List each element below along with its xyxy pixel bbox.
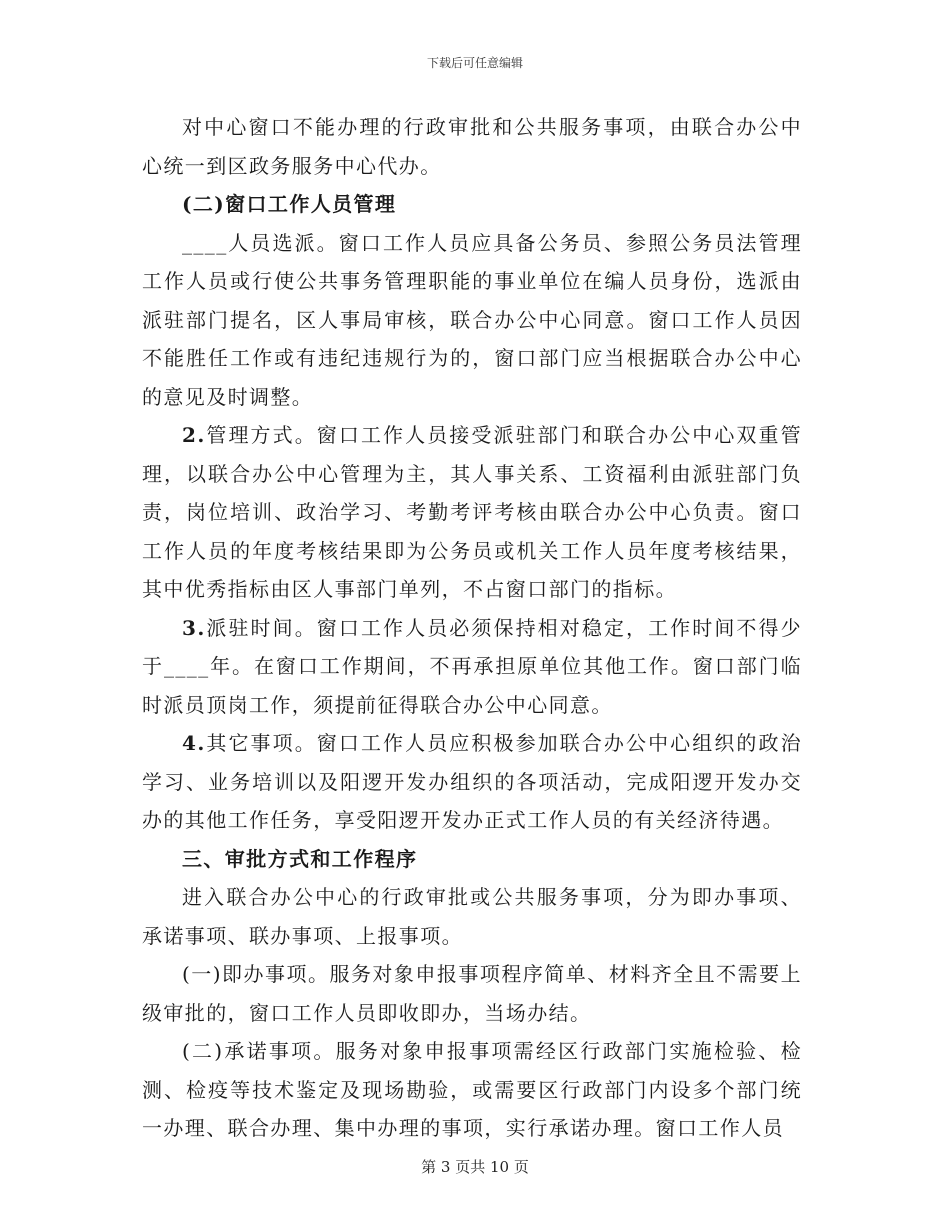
item-number: 3.: [182, 615, 206, 640]
item-number: 4.: [182, 731, 206, 755]
paragraph-immediate-items: (一)即办事项。服务对象申报事项程序简单、材料齐全且不需要上级审批的，窗口工作人员即收即办，当场办结。: [142, 962, 802, 1025]
document-body: [142, 108, 802, 1148]
heading-window-staff-management: (二)窗口工作人员管理: [182, 192, 397, 216]
paragraph-management-method: [142, 416, 802, 609]
paragraph-dispatch-time: [142, 609, 802, 725]
item-text: 派驻时间。窗口工作人员必须保持相对稳定，工作时间不得少于____年。在窗口工作期间，不再承担原单位其他工作。窗口部门临时派员顶岗工作，须提前征得联合办公中心同意。: [142, 615, 802, 717]
paragraph-agency-service: 对中心窗口不能办理的行政审批和公共服务事项，由联合办公中心统一到区政务服务中心代办。: [142, 115, 802, 178]
item-text: 管理方式。窗口工作人员接受派驻部门和联合办公中心双重管理，以联合办公中心管理为主，其人事关系、工资福利由派驻部门负责，岗位培训、政治学习、考勤考评考核由联合办公中心负责。窗口工作人员的年度考核结果即为公务员或机关工作人员年度考核结果，其中优秀指标由区人事部门单列，不占窗口部门的指标。: [142, 423, 802, 601]
item-text: 其它事项。窗口工作人员应积极参加联合办公中心组织的政治学习、业务培训以及阳逻开发办组织的各项活动，完成阳逻开发办交办的其他工作任务，享受阳逻开发办正式工作人员的有关经济待遇。: [142, 731, 802, 832]
page-footer: 第 3 页共 10 页: [421, 1158, 529, 1176]
heading-approval-procedure: 三、审批方式和工作程序: [182, 846, 418, 871]
paragraph-committed-items: (二)承诺事项。服务对象申报事项需经区行政部门实施检验、检测、检疫等技术鉴定及现场勘验，或需要区行政部门内设多个部门统一办理、联合办理、集中办理的事项，实行承诺办理。窗口工作人员: [142, 1039, 802, 1140]
paragraph-other-matters: [142, 724, 802, 840]
paragraph-item-categories: 进入联合办公中心的行政审批或公共服务事项，分为即办事项、承诺事项、联办事项、上报事项。: [142, 885, 802, 948]
page-header: 下载后可任意编辑: [426, 56, 523, 70]
item-number: 2.: [182, 423, 206, 447]
paragraph-staff-selection: ____人员选派。窗口工作人员应具备公务员、参照公务员法管理工作人员或行使公共事务管理职能的事业单位在编人员身份，选派由派驻部门提名，区人事局审核，联合办公中心同意。窗口工作人员因不能胜任工作或有违纪违规行为的，窗口部门应当根据联合办公中心的意见及时调整。: [142, 230, 802, 409]
